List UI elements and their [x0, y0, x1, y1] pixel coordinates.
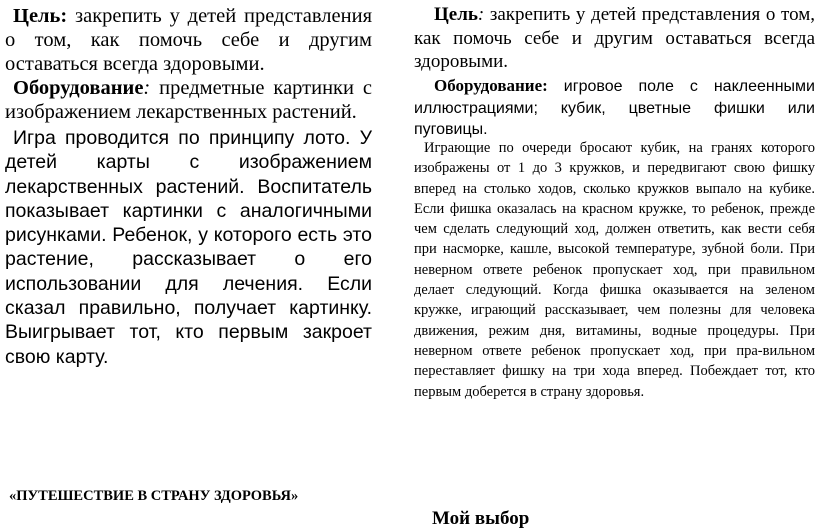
- right-next-game-title: Мой выбор: [432, 508, 530, 529]
- left-goal-label: Цель:: [13, 5, 68, 27]
- left-next-game-title: «ПУТЕШЕСТВИЕ В СТРАНУ ЗДОРОВЬЯ»: [9, 488, 299, 504]
- right-equipment-text: игровое поле с наклеенными иллюстрациями; кубик, цветные фишки или пуговицы.: [414, 78, 815, 138]
- left-rules-paragraph: Игра проводится по принципу лото. У детей карты с изображением лекарственных растений. Воспитатель показывает картинки с аналогичными рисунками. Ребенок, у которого есть это растение, рассказывает о его использовании для лечения. Если сказал правильно, получает картинку. Выигрывает тот, кто первым закроет свою карту.: [5, 127, 372, 368]
- left-goal-text: закрепить у детей представления о том, как помочь себе и другим оставаться всегда здоровыми.: [5, 5, 372, 75]
- left-equipment-text: предметные картинки с изображением лекарственных растений.: [5, 77, 372, 123]
- left-equipment-colon: :: [143, 77, 151, 99]
- left-goal-paragraph: [5, 4, 372, 76]
- right-goal-text: закрепить у детей представления о том, как помочь себе и другим оставаться всегда здоровыми.: [414, 4, 815, 72]
- left-equipment-paragraph: [5, 76, 372, 124]
- left-equipment-label: Оборудование: [13, 77, 144, 99]
- right-goal-label: Цель: [434, 4, 478, 25]
- right-equipment-colon: :: [542, 76, 548, 95]
- right-equipment-label: Оборудование: [434, 76, 543, 95]
- right-goal-colon: :: [477, 4, 485, 25]
- right-rules-paragraph: Играющие по очереди бросают кубик, на гранях которого изображены от 1 до 3 кружков, и передвигают свою фишку вперед на столько ходов, сколько кружков выпало на кубике. Если фишка оказалась на красном кружке, то ребенок, прежде чем сделать следующий ход, должен ответить, как вести себя при насморке, кашле, высокой температуре, зубной боли. При неверном ответе ребенок пропускает ход, при правильном делает следующий. Когда фишка оказывается на зеленом кружке, играющий рассказывает, чем полезны для человека движения, режим дня, витамины, водные процедуры. При неверном ответе ребенок пропускает ход, при пра-вильном переставляет фишку на три хода вперед. Побеждает тот, кто первым доберется в страну здоровья.: [414, 140, 815, 400]
- right-goal-paragraph: [414, 3, 815, 74]
- right-equipment-paragraph: [414, 75, 815, 141]
